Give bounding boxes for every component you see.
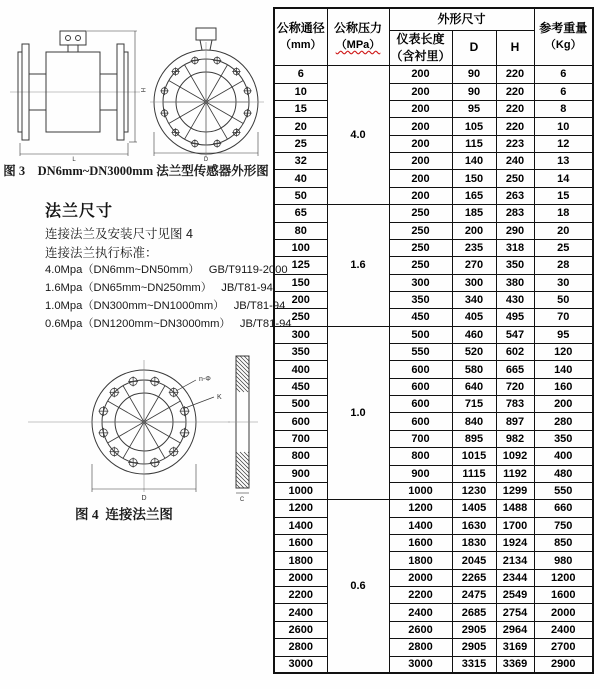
cell-diameter: 3000 xyxy=(274,656,327,673)
cell-diameter: 40 xyxy=(274,170,327,187)
cell-d: 90 xyxy=(452,66,496,83)
cell-h: 430 xyxy=(496,291,534,308)
cell-d: 1230 xyxy=(452,482,496,499)
cell-d: 185 xyxy=(452,205,496,222)
cell-h: 3369 xyxy=(496,656,534,673)
cell-d: 2905 xyxy=(452,639,496,656)
header-weight xyxy=(534,8,593,66)
cell-length: 2600 xyxy=(389,621,452,638)
cell-length: 250 xyxy=(389,257,452,274)
cell-length: 900 xyxy=(389,465,452,482)
cell-h: 897 xyxy=(496,413,534,430)
cell-weight: 20 xyxy=(534,222,593,239)
flange-standard-line: 4.0Mpa（DN6mm~DN50mm） GB/T9119-2000 xyxy=(45,264,288,276)
cell-weight: 8 xyxy=(534,101,593,118)
cell-diameter: 300 xyxy=(274,326,327,343)
dim-label-d: D xyxy=(141,495,147,502)
cell-diameter: 80 xyxy=(274,222,327,239)
header-pressure xyxy=(327,8,389,66)
cell-length: 200 xyxy=(389,101,452,118)
table-row xyxy=(274,83,593,100)
cell-weight: 1600 xyxy=(534,587,593,604)
cell-diameter: 100 xyxy=(274,239,327,256)
label-bolt-circle: K xyxy=(217,394,222,401)
cell-diameter: 2000 xyxy=(274,569,327,586)
cell-d: 95 xyxy=(452,101,496,118)
cell-weight: 25 xyxy=(534,239,593,256)
cell-diameter: 150 xyxy=(274,274,327,291)
cell-weight: 6 xyxy=(534,83,593,100)
table-row xyxy=(274,291,593,308)
table-row xyxy=(274,552,593,569)
cell-diameter: 20 xyxy=(274,118,327,135)
cell-length: 350 xyxy=(389,291,452,308)
flange-standard-line: 1.6Mpa（DN65mm~DN250mm） JB/T81-94 xyxy=(45,282,273,294)
cell-length: 550 xyxy=(389,344,452,361)
table-row xyxy=(274,326,593,343)
flange-text-line: 连接法兰及安装尺寸见图 4 xyxy=(45,227,193,241)
cell-length: 250 xyxy=(389,239,452,256)
cell-h: 665 xyxy=(496,361,534,378)
cell-diameter: 2400 xyxy=(274,604,327,621)
table-row xyxy=(274,309,593,326)
cell-diameter: 1000 xyxy=(274,482,327,499)
cell-length: 200 xyxy=(389,118,452,135)
cell-pressure: 1.0 xyxy=(327,326,389,500)
table-row xyxy=(274,170,593,187)
cell-diameter: 25 xyxy=(274,135,327,152)
cell-d: 300 xyxy=(452,274,496,291)
table-row xyxy=(274,430,593,447)
table-row xyxy=(274,517,593,534)
cell-diameter: 2600 xyxy=(274,621,327,638)
cell-length: 200 xyxy=(389,187,452,204)
cell-weight: 15 xyxy=(534,187,593,204)
header-h: H xyxy=(496,30,534,66)
header-d: D xyxy=(452,30,496,66)
table-row xyxy=(274,587,593,604)
cell-length: 2200 xyxy=(389,587,452,604)
cell-length: 450 xyxy=(389,309,452,326)
cell-d: 115 xyxy=(452,135,496,152)
cell-h: 283 xyxy=(496,205,534,222)
cell-length: 200 xyxy=(389,153,452,170)
cell-length: 600 xyxy=(389,413,452,430)
table-row xyxy=(274,448,593,465)
label-bolt-count: n-Φ xyxy=(199,376,211,383)
cell-d: 580 xyxy=(452,361,496,378)
cell-d: 105 xyxy=(452,118,496,135)
cell-d: 460 xyxy=(452,326,496,343)
header-diameter-unit: （mm） xyxy=(279,38,322,51)
cell-weight: 350 xyxy=(534,430,593,447)
cell-length: 1200 xyxy=(389,500,452,517)
cell-weight: 2000 xyxy=(534,604,593,621)
header-pressure-unit: （MPa） xyxy=(335,38,381,51)
cell-weight: 18 xyxy=(534,205,593,222)
dim-label-h: H xyxy=(139,87,145,93)
table-row xyxy=(274,239,593,256)
cell-d: 1405 xyxy=(452,500,496,517)
cell-d: 140 xyxy=(452,153,496,170)
cell-weight: 13 xyxy=(534,153,593,170)
cell-d: 165 xyxy=(452,187,496,204)
table-row xyxy=(274,135,593,152)
cell-h: 2344 xyxy=(496,569,534,586)
cell-weight: 70 xyxy=(534,309,593,326)
cell-diameter: 600 xyxy=(274,413,327,430)
cell-weight: 480 xyxy=(534,465,593,482)
table-body xyxy=(274,66,593,674)
cell-h: 1299 xyxy=(496,482,534,499)
dim-label-c: C xyxy=(239,497,245,502)
cell-d: 520 xyxy=(452,344,496,361)
figure3-caption: 图 3 DN6mm~DN3000mm 法兰型传感器外形图 xyxy=(3,164,269,178)
cell-length: 2400 xyxy=(389,604,452,621)
cell-diameter: 125 xyxy=(274,257,327,274)
cell-length: 1800 xyxy=(389,552,452,569)
cell-weight: 140 xyxy=(534,361,593,378)
cell-length: 600 xyxy=(389,361,452,378)
table-row xyxy=(274,500,593,517)
cell-diameter: 900 xyxy=(274,465,327,482)
sensor-side-view xyxy=(10,31,140,156)
cell-d: 405 xyxy=(452,309,496,326)
cell-diameter: 700 xyxy=(274,430,327,447)
flange-text-line: 连接法兰执行标准： xyxy=(45,246,158,260)
cell-diameter: 50 xyxy=(274,187,327,204)
table-row xyxy=(274,378,593,395)
cell-h: 1700 xyxy=(496,517,534,534)
cell-length: 1000 xyxy=(389,482,452,499)
cell-diameter: 400 xyxy=(274,361,327,378)
cell-d: 2905 xyxy=(452,621,496,638)
cell-weight: 2700 xyxy=(534,639,593,656)
sensor-front-view xyxy=(150,28,264,158)
cell-diameter: 6 xyxy=(274,66,327,83)
cell-weight: 550 xyxy=(534,482,593,499)
cell-weight: 850 xyxy=(534,534,593,551)
cell-d: 150 xyxy=(452,170,496,187)
flange-section-view xyxy=(228,356,258,493)
table-row xyxy=(274,465,593,482)
table-row xyxy=(274,187,593,204)
table-row xyxy=(274,621,593,638)
table-row xyxy=(274,205,593,222)
cell-weight: 200 xyxy=(534,396,593,413)
cell-h: 720 xyxy=(496,378,534,395)
table-row xyxy=(274,482,593,499)
cell-h: 547 xyxy=(496,326,534,343)
cell-d: 3315 xyxy=(452,656,496,673)
figure4-caption: 图 4 连接法兰图 xyxy=(75,507,173,522)
cell-h: 220 xyxy=(496,66,534,83)
table-row xyxy=(274,604,593,621)
cell-h: 2549 xyxy=(496,587,534,604)
dim-label-d: D xyxy=(203,157,209,162)
cell-weight: 1200 xyxy=(534,569,593,586)
cell-d: 895 xyxy=(452,430,496,447)
cell-weight: 120 xyxy=(534,344,593,361)
cell-d: 715 xyxy=(452,396,496,413)
table-row xyxy=(274,274,593,291)
cell-length: 250 xyxy=(389,222,452,239)
cell-d: 840 xyxy=(452,413,496,430)
cell-d: 1115 xyxy=(452,465,496,482)
cell-weight: 660 xyxy=(534,500,593,517)
cell-length: 200 xyxy=(389,135,452,152)
cell-diameter: 1400 xyxy=(274,517,327,534)
cell-length: 500 xyxy=(389,326,452,343)
table-row xyxy=(274,153,593,170)
cell-d: 640 xyxy=(452,378,496,395)
cell-length: 2000 xyxy=(389,569,452,586)
cell-weight: 10 xyxy=(534,118,593,135)
cell-diameter: 1200 xyxy=(274,500,327,517)
header-length-title: 仪表长度 xyxy=(396,31,445,46)
flange-standard-line: 0.6Mpa（DN1200mm~DN3000mm） JB/T81-94 xyxy=(45,318,292,330)
cell-d: 1015 xyxy=(452,448,496,465)
cell-d: 1830 xyxy=(452,534,496,551)
cell-diameter: 15 xyxy=(274,101,327,118)
cell-weight: 30 xyxy=(534,274,593,291)
cell-h: 1488 xyxy=(496,500,534,517)
header-length xyxy=(389,30,452,66)
cell-d: 2045 xyxy=(452,552,496,569)
cell-length: 200 xyxy=(389,66,452,83)
cell-d: 235 xyxy=(452,239,496,256)
cell-d: 90 xyxy=(452,83,496,100)
cell-h: 223 xyxy=(496,135,534,152)
cell-diameter: 65 xyxy=(274,205,327,222)
table-row xyxy=(274,396,593,413)
figure4-drawing xyxy=(20,352,270,502)
table-row xyxy=(274,639,593,656)
cell-length: 2800 xyxy=(389,639,452,656)
header-length-sub: （含衬里） xyxy=(390,48,451,63)
cell-length: 700 xyxy=(389,430,452,447)
dim-label-l: L xyxy=(72,157,76,162)
cell-weight: 400 xyxy=(534,448,593,465)
flange-standard-line: 1.0Mpa（DN300mm~DN1000mm） JB/T81-94 xyxy=(45,300,286,312)
table-row xyxy=(274,361,593,378)
flange-section-heading: 法兰尺寸 xyxy=(45,203,114,220)
cell-length: 3000 xyxy=(389,656,452,673)
cell-diameter: 2200 xyxy=(274,587,327,604)
cell-h: 350 xyxy=(496,257,534,274)
table-row xyxy=(274,534,593,551)
cell-length: 600 xyxy=(389,396,452,413)
cell-h: 1924 xyxy=(496,534,534,551)
table-header xyxy=(274,8,593,66)
cell-h: 318 xyxy=(496,239,534,256)
cell-weight: 12 xyxy=(534,135,593,152)
cell-weight: 6 xyxy=(534,66,593,83)
table-row xyxy=(274,222,593,239)
cell-weight: 280 xyxy=(534,413,593,430)
cell-length: 300 xyxy=(389,274,452,291)
cell-h: 240 xyxy=(496,153,534,170)
cell-h: 783 xyxy=(496,396,534,413)
cell-d: 2265 xyxy=(452,569,496,586)
cell-weight: 2900 xyxy=(534,656,593,673)
cell-h: 602 xyxy=(496,344,534,361)
cell-h: 220 xyxy=(496,101,534,118)
table-row xyxy=(274,101,593,118)
cell-diameter: 250 xyxy=(274,309,327,326)
cell-h: 1192 xyxy=(496,465,534,482)
cell-h: 290 xyxy=(496,222,534,239)
cell-d: 270 xyxy=(452,257,496,274)
cell-weight: 160 xyxy=(534,378,593,395)
table-row xyxy=(274,413,593,430)
cell-h: 250 xyxy=(496,170,534,187)
cell-h: 982 xyxy=(496,430,534,447)
table-row xyxy=(274,66,593,83)
cell-h: 2134 xyxy=(496,552,534,569)
cell-h: 220 xyxy=(496,83,534,100)
cell-weight: 980 xyxy=(534,552,593,569)
cell-length: 200 xyxy=(389,170,452,187)
header-diameter-title: 公称通径 xyxy=(276,21,325,36)
cell-weight: 95 xyxy=(534,326,593,343)
cell-weight: 14 xyxy=(534,170,593,187)
cell-pressure: 0.6 xyxy=(327,500,389,674)
cell-diameter: 200 xyxy=(274,291,327,308)
cell-weight: 750 xyxy=(534,517,593,534)
cell-weight: 2400 xyxy=(534,621,593,638)
cell-h: 2754 xyxy=(496,604,534,621)
header-outline: 外形尺寸 xyxy=(389,8,534,30)
table-row xyxy=(274,344,593,361)
cell-diameter: 32 xyxy=(274,153,327,170)
cell-pressure: 1.6 xyxy=(327,205,389,327)
cell-pressure: 4.0 xyxy=(327,66,389,205)
cell-diameter: 350 xyxy=(274,344,327,361)
dimension-table xyxy=(273,7,594,674)
cell-d: 200 xyxy=(452,222,496,239)
table-row xyxy=(274,257,593,274)
cell-h: 263 xyxy=(496,187,534,204)
cell-diameter: 800 xyxy=(274,448,327,465)
cell-d: 2475 xyxy=(452,587,496,604)
cell-h: 1092 xyxy=(496,448,534,465)
cell-d: 340 xyxy=(452,291,496,308)
header-weight-unit: （Kg） xyxy=(544,38,582,51)
header-weight-title: 参考重量 xyxy=(539,21,588,36)
cell-length: 1400 xyxy=(389,517,452,534)
cell-d: 2685 xyxy=(452,604,496,621)
header-pressure-title: 公称压力 xyxy=(333,21,382,36)
table-row xyxy=(274,118,593,135)
cell-h: 495 xyxy=(496,309,534,326)
cell-diameter: 1800 xyxy=(274,552,327,569)
cell-weight: 28 xyxy=(534,257,593,274)
cell-length: 600 xyxy=(389,378,452,395)
cell-diameter: 10 xyxy=(274,83,327,100)
cell-diameter: 500 xyxy=(274,396,327,413)
header-diameter xyxy=(274,8,327,66)
table-row xyxy=(274,656,593,673)
figure3-drawing xyxy=(8,22,268,162)
cell-h: 2964 xyxy=(496,621,534,638)
cell-h: 220 xyxy=(496,118,534,135)
cell-length: 200 xyxy=(389,83,452,100)
cell-weight: 50 xyxy=(534,291,593,308)
cell-length: 800 xyxy=(389,448,452,465)
cell-h: 380 xyxy=(496,274,534,291)
cell-length: 250 xyxy=(389,205,452,222)
cell-diameter: 1600 xyxy=(274,534,327,551)
cell-h: 3169 xyxy=(496,639,534,656)
cell-length: 1600 xyxy=(389,534,452,551)
cell-diameter: 450 xyxy=(274,378,327,395)
cell-diameter: 2800 xyxy=(274,639,327,656)
table-row xyxy=(274,569,593,586)
cell-d: 1630 xyxy=(452,517,496,534)
